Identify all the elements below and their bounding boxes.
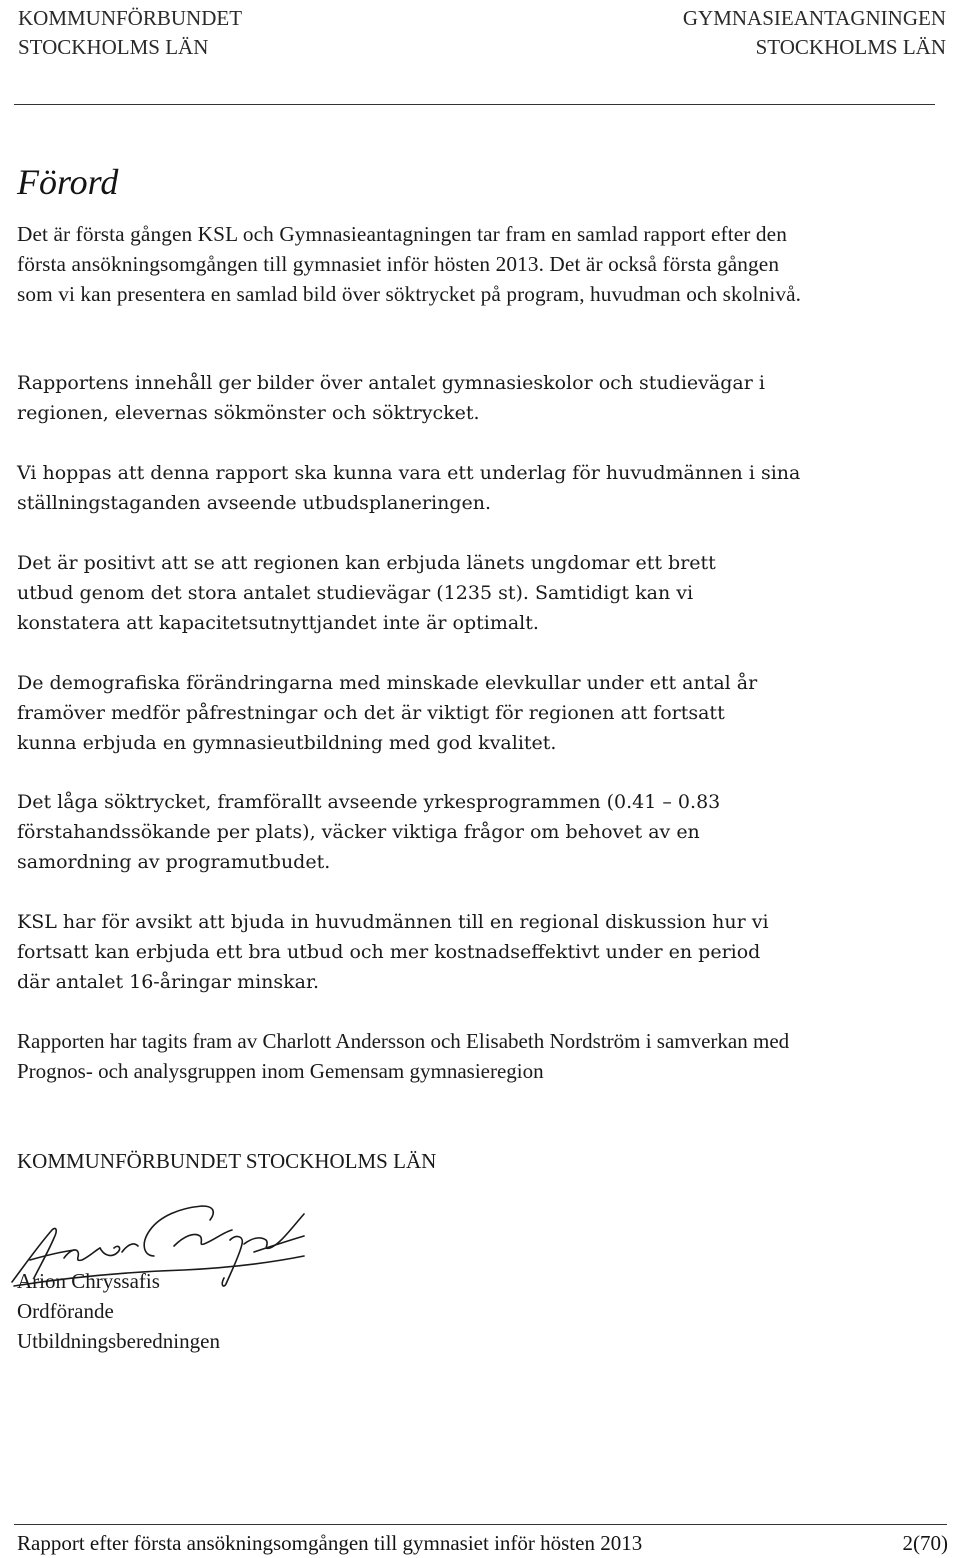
header-divider — [14, 104, 935, 105]
header-left-line1: KOMMUNFÖRBUNDET — [18, 6, 243, 30]
signoff-organization: KOMMUNFÖRBUNDET STOCKHOLMS LÄN — [17, 1149, 437, 1173]
header-right — [683, 4, 946, 62]
paragraph-demographics: De demografiska förändringarna med minskade elevkullar under ett antal år framöver medför påfrestningar och det är viktigt för regionen att fortsatt kunna erbjuda en gymnasieutbildning med god kvalitet. — [17, 672, 758, 754]
paragraph-low-demand: Det låga söktrycket, framförallt avseende yrkesprogrammen (0.41 – 0.83 förstahandssökande per plats), väcker viktiga frågor om behovet av en samordning av programutbudet. — [17, 791, 721, 873]
signoff-unit: Utbildningsberedningen — [17, 1329, 220, 1353]
signoff-name: Arion Chryssafis — [17, 1269, 160, 1293]
signoff-role: Ordförande — [17, 1299, 114, 1323]
header-right-line2: STOCKHOLMS LÄN — [755, 35, 946, 59]
footer-report-title: Rapport efter första ansökningsomgången till gymnasiet inför hösten 2013 — [17, 1531, 643, 1555]
footer-divider — [14, 1524, 947, 1525]
paragraph-regional-discussion: KSL har för avsikt att bjuda in huvudmännen till en regional diskussion hur vi fortsatt kan erbjuda ett bra utbud och mer kostnadseffektivt under en period där antalet 16-åringar minskar. — [17, 911, 769, 993]
signoff-block — [17, 1266, 220, 1356]
paragraph-content-overview: Rapportens innehåll ger bilder över antalet gymnasieskolor och studievägar i regionen, elevernas sökmönster och söktrycket. — [17, 372, 765, 424]
header-right-line1: GYMNASIEANTAGNINGEN — [682, 6, 946, 30]
page-title: Förord — [17, 162, 119, 202]
header-left-line2: STOCKHOLMS LÄN — [18, 35, 209, 59]
paragraph-purpose: Vi hoppas att denna rapport ska kunna vara ett underlag för huvudmännen i sina ställningstaganden avseende utbudsplaneringen. — [17, 462, 801, 514]
paragraph-authors: Rapporten har tagits fram av Charlott Andersson och Elisabeth Nordström i samverkan med Prognos- och analysgruppen inom Gemensam gymnasieregion — [17, 1029, 790, 1083]
header-left — [18, 4, 242, 62]
paragraph-positive-offering: Det är positivt att se att regionen kan erbjuda länets ungdomar ett brett utbud genom det stora antalet studievägar (1235 st). Samtidigt kan vi konstatera att kapacitetsutnyttjandet inte är optimalt. — [17, 552, 716, 634]
footer-page-number: 2(70) — [902, 1531, 948, 1555]
paragraph-intro: Det är första gången KSL och Gymnasieantagningen tar fram en samlad rapport efter den första ansökningsomgången till gymnasiet inför hösten 2013. Det är också första gången som vi kan presentera en samlad bild över söktrycket på program, huvudman och skolnivå. — [17, 222, 802, 306]
